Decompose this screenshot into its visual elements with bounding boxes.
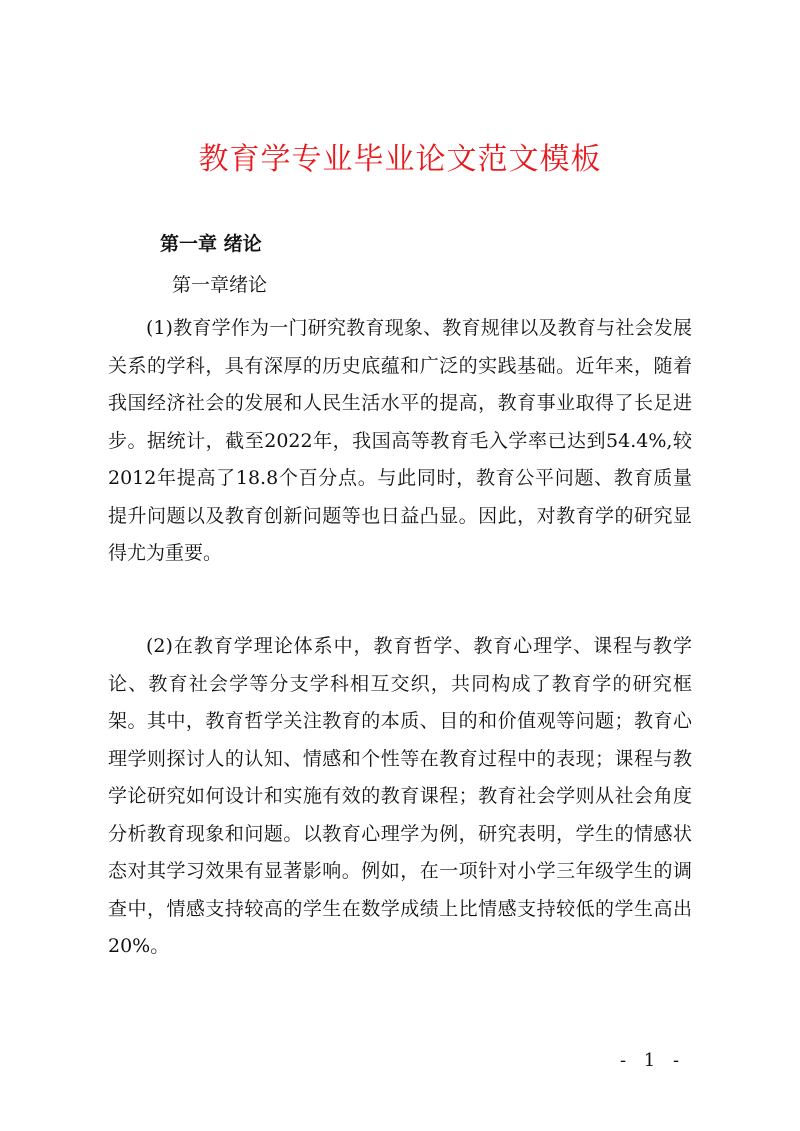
- page-number: - 1 -: [620, 1050, 686, 1071]
- body-paragraph-2: (2)在教育学理论体系中，教育哲学、教育心理学、课程与教学论、教育社会学等分支学科相互交织，共同构成了教育学的研究框架。其中，教育哲学关注教育的本质、目的和价值观等问题；教育心理学则探讨人的认知、情感和个性等在教育过程中的表现；课程与教学论研究如何设计和实施有效的教育课程；教育社会学则从社会角度分析教育现象和问题。以教育心理学为例，研究表明，学生的情感状态对其学习效果有显著影响。例如，在一项针对小学三年级学生的调查中，情感支持较高的学生在数学成绩上比情感支持较低的学生高出20%。: [108, 635, 692, 957]
- chapter-subheading: 第一章绪论: [172, 274, 268, 296]
- document-title: 教育学专业毕业论文范文模板: [198, 142, 602, 177]
- chapter-heading: 第一章 绪论: [160, 233, 262, 255]
- body-paragraph-1: (1)教育学作为一门研究教育现象、教育规律以及教育与社会发展关系的学科，具有深厚的历史底蕴和广泛的实践基础。近年来，随着我国经济社会的发展和人民生活水平的提高，教育事业取得了长足进步。据统计，截至2022年，我国高等教育毛入学率已达到54.4%,较2012年提高了18.8个百分点。与此同时，教育公平问题、教育质量提升问题以及教育创新问题等也日益凸显。因此，对教育学的研究显得尤为重要。: [108, 317, 692, 564]
